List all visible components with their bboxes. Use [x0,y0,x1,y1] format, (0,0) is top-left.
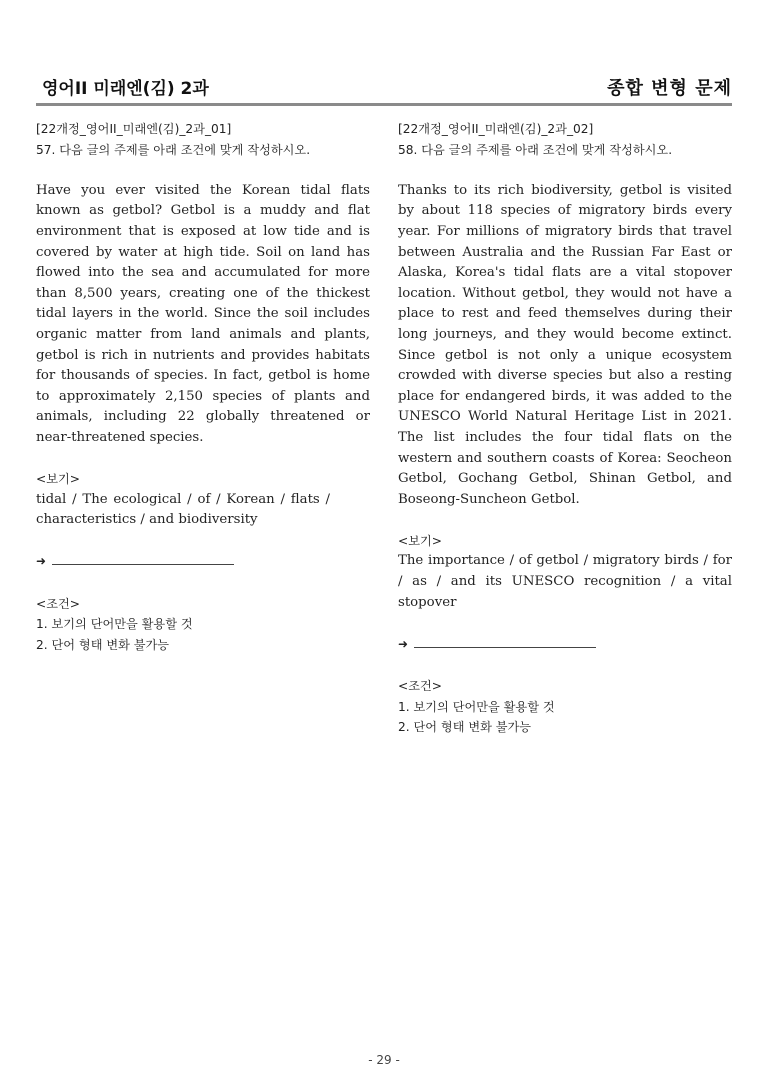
condition-label: <조건> [398,679,442,694]
arrow-icon: ➜ [398,636,409,651]
page-number: - 29 - [368,1053,400,1067]
header-divider [36,103,732,106]
passage: Thanks to its rich biodiversity, getbol is visited by about 118 species of migratory birds every year. For millions of migratory birds that travel between Australia and the Russian Far East or Alaska, Korea's tidal flats are a vital stopover location. Without getbol, they would not have a place to rest and feed themselves during their long journeys, and they would become extinct. Since getbol is not only a unique ecosystem crowded with diverse species but also a resting place for endangered birds, it was added to the UNESCO World Natural Heritage List in 2021. The list includes the four tidal flats on the western and southern coasts of Korea: Seocheon Getbol, Gochang Getbol, Shinan Getbol, and Boseong-Suncheon Getbol. [398,182,732,507]
section-title: 종합 변형 문제 [607,78,732,99]
condition-label: <조건> [36,596,80,611]
answer-blank[interactable] [52,552,234,565]
condition-item: 1. 보기의 단어만을 활용할 것 [398,699,555,714]
question-instruction: 58. 다음 글의 주제를 아래 조건에 맞게 작성하시오. [398,142,673,157]
bogi-label: <보기> [398,533,442,548]
question-57 [36,119,370,655]
textbook-title: 영어II 미래엔(김) 2과 [42,79,209,99]
question-code: [22개정_영어II_미래엔(김)_2과_01] [36,122,232,136]
answer-blank[interactable] [414,635,596,648]
arrow-icon: ➜ [36,554,47,569]
question-instruction: 57. 다음 글의 주제를 아래 조건에 맞게 작성하시오. [36,142,311,157]
condition-item: 1. 보기의 단어만을 활용할 것 [36,617,193,632]
bogi-words: tidal / The ecological / of / Korean / flats / characteristics / and biodiversity [36,491,330,528]
condition-item: 2. 단어 형태 변화 불가능 [398,720,532,735]
page-header [36,74,732,102]
question-58 [398,119,732,738]
question-code: [22개정_영어II_미래엔(김)_2과_02] [398,122,594,136]
condition-item: 2. 단어 형태 변화 불가능 [36,637,170,652]
answer-field[interactable] [398,634,732,656]
bogi-label: <보기> [36,472,80,487]
passage: Have you ever visited the Korean tidal flats known as getbol? Getbol is a muddy and flat environment that is exposed at low tide and is covered by water at high tide. Soil on land has flowed into the sea and accumulated for more than 8,500 years, creating one of the thickest tidal layers in the world. Since the soil includes organic matter from land animals and plants, getbol is rich in nutrients and provides habitats for thousands of species. In fact, getbol is home to approximately 2,150 species of plants and animals, including 22 globally threatened or near-threatened species. [36,182,370,445]
answer-field[interactable] [36,551,370,573]
bogi-words: The importance / of getbol / migratory birds / for / as / and its UNESCO recognition / a vital stopover [398,553,732,610]
